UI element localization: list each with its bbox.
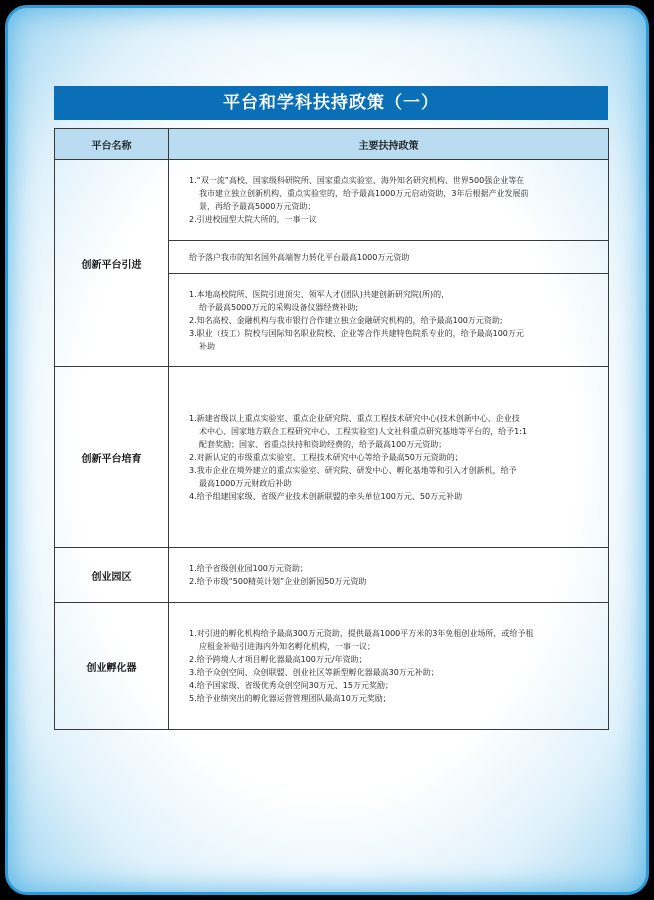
table-row	[55, 548, 609, 603]
platform-name-cell: 创新平台引进	[55, 160, 169, 367]
table-row	[55, 603, 609, 730]
policy-line: 补助	[199, 341, 215, 351]
policy-line: 2.引进校园型大院大所的，一事一议	[189, 215, 317, 224]
policy-cell	[169, 548, 609, 603]
header-platform-name: 平台名称	[55, 129, 169, 160]
policy-line: 5.给予业绩突出的孵化器运营管理团队最高10万元奖励；	[189, 694, 391, 703]
policy-line: 最高1000万元财政后补助	[199, 478, 292, 488]
policy-line: 1.对引进的孵化机构给予最高300万元资助，提供最高1000平方米的3年免租创业场所，或给予租	[189, 629, 534, 638]
policy-line: 2.对新认定的市级重点实验室、工程技术研究中心等给予最高50万元资助的；	[189, 452, 463, 462]
policy-cell	[169, 160, 609, 241]
policy-line: 1.“双一流”高校、国家级科研院所、国家重点实验室、海外知名研究机构、世界500强企业等在	[189, 176, 525, 185]
table-header-row	[55, 129, 609, 160]
platform-name-cell: 创业园区	[55, 548, 169, 603]
policy-line: 4.给予国家级、省级优秀众创空间30万元、15万元奖励；	[189, 681, 393, 690]
policy-line: 景，再给予最高5000万元资助；	[199, 202, 316, 211]
policy-line: 1.给予省级创业园100万元资助；	[189, 564, 308, 573]
policy-line: 2.给予跨境人才项目孵化器最高100万元/年资助；	[189, 655, 367, 664]
policy-cell	[169, 274, 609, 367]
table-row	[55, 367, 609, 548]
policy-line: 3.给予众创空间、众创联盟、创业社区等新型孵化器最高30万元补助；	[189, 668, 439, 677]
policy-line: 我市建立独立创新机构、重点实验室的，给予最高1000万元启动资助，3年后根据产业发展前	[199, 189, 529, 198]
platform-name-cell: 创业孵化器	[55, 603, 169, 730]
policy-line: 给予落户我市的知名国外高端智力转化平台最高1000万元资助	[189, 252, 410, 262]
policy-cell	[169, 241, 609, 274]
policy-line: 4.给予组建国家级、省级产业技术创新联盟的牵头单位100万元、50万元补助	[189, 491, 463, 501]
policy-line: 1.本地高校院所、医院引进顶尖、领军人才(团队)共建创新研究院(所)的，	[189, 289, 450, 299]
policy-line: 3.我市企业在境外建立的重点实验室、研究院、研发中心、孵化基地等和引入才创新机，给予	[189, 465, 517, 475]
policy-line: 2.知名高校、金融机构与我市银行合作建立独立金融研究机构的，给予最高100万元资助;	[189, 315, 503, 325]
policy-cell	[169, 603, 609, 730]
policy-table	[54, 128, 609, 730]
policy-line: 2.给予市级“500精英计划”企业创新园50万元资助	[189, 577, 367, 586]
policy-line: 给予最高5000万元的采购设备仪器经费补助;	[199, 302, 359, 312]
policy-line: 3.职业（技工）院校与国际知名职业院校、企业等合作共建特色院系专业的，给予最高100万元	[189, 328, 524, 338]
header-main-policy: 主要扶持政策	[169, 129, 609, 160]
policy-line: 配套奖励；国家、省重点扶持和资助经费的，给予最高100万元资助；	[199, 439, 447, 449]
policy-line: 1.新建省级以上重点实验室、重点企业研究院、重点工程技术研究中心(技术创新中心、企业技	[189, 413, 520, 423]
page-title: 平台和学科扶持政策（一）	[54, 86, 608, 120]
policy-cell	[169, 367, 609, 548]
platform-name-cell: 创新平台培育	[55, 367, 169, 548]
table-row	[55, 160, 609, 241]
policy-line: 术中心、国家地方联合工程研究中心、工程实验室)人文社科重点研究基地等平台的，给予1:1	[199, 426, 527, 436]
policy-line: 应租金补贴引进海内外知名孵化机构，一事一议；	[199, 642, 375, 651]
policy-document	[54, 86, 608, 730]
